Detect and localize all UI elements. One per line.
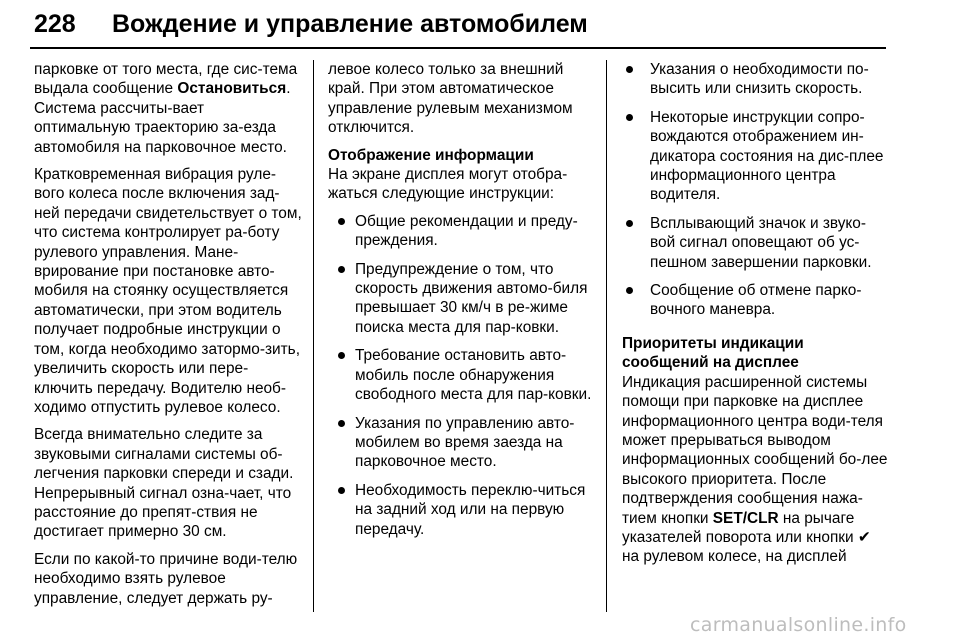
- column-1: [34, 60, 304, 616]
- bullet-icon: [338, 487, 345, 494]
- bullet-icon: [338, 420, 345, 427]
- list-item-text: Некоторые инструкции сопро-вождаются отображением ин-дикатора состояния на дис-плее информационного центра водителя.: [650, 108, 884, 204]
- checkmark-icon: ✔: [857, 528, 871, 546]
- list-item-text: Необходимость переклю-читься на задний ход или на первую передачу.: [355, 481, 586, 538]
- bullet-icon: [338, 266, 345, 273]
- set-clr-button-label: SET/CLR: [712, 509, 779, 527]
- bullet-icon: [626, 114, 633, 121]
- paragraph-priorities: [622, 373, 890, 567]
- list-item-text: Указания по управлению авто-мобилем во время заезда на парковочное место.: [355, 414, 575, 471]
- paragraph-parking-start: [34, 60, 304, 157]
- column-divider-1: [313, 60, 314, 612]
- text-span: на рулевом колесе, на дисплей: [622, 548, 847, 566]
- column-divider-2: [606, 60, 607, 612]
- page-title: Вождение и управление автомобилем: [112, 10, 588, 38]
- bullet-icon: [626, 287, 633, 294]
- instruction-list-continued: [622, 60, 890, 320]
- bullet-icon: [338, 218, 345, 225]
- list-item-text: Общие рекомендации и преду-преждения.: [355, 212, 578, 250]
- list-item: [328, 260, 596, 338]
- header-divider: [30, 47, 886, 49]
- list-item: [622, 108, 890, 205]
- section-heading-display-info: Отображение информации: [328, 146, 534, 164]
- bullet-icon: [626, 220, 633, 227]
- bullet-icon: [626, 66, 633, 73]
- list-item: [622, 214, 890, 272]
- paragraph-vibration: Кратковременная вибрация руле-вого колеса после включения зад-ней передачи свидетельствует о том, что система контролирует ра-боту рулевого управления. Мане-врирование при постановке авто-мобиля на стоянку осуществляется автоматически, при этом водитель получает подробные инструкции о том, когда необходимо затормо-зить, увеличить скорость или пере-ключить передачу. Водителю необ-ходимо отпустить рулевое колесо.: [34, 166, 302, 416]
- column-3: [622, 60, 890, 575]
- text-span: на рычаге указателей поворота или кнопки: [622, 509, 858, 546]
- page-header: [0, 0, 960, 58]
- list-item: [328, 414, 596, 472]
- watermark: carmanualsonline.info: [690, 614, 907, 636]
- paragraph-display-intro: На экране дисплея могут отобра-жаться следующие инструкции:: [328, 166, 568, 203]
- page-number: 228: [34, 10, 76, 38]
- list-item: [328, 346, 596, 404]
- section-heading-priorities: Приоритеты индикации сообщений на дисплее: [622, 334, 804, 372]
- stop-message-label: Остановиться: [177, 80, 287, 98]
- text-span: парковке от того места, где сис-тема выдала сообщение: [34, 61, 298, 98]
- text-span: . Система рассчиты-вает оптимальную траекторию за-езда автомобиля на парковочное место.: [34, 80, 291, 156]
- bullet-icon: [338, 352, 345, 359]
- list-item: [328, 481, 596, 539]
- list-item-text: Требование остановить авто-мобиль после обнаружения свободного места для пар-ковки.: [355, 347, 592, 404]
- list-item-text: Сообщение об отмене парко-вочного маневра.: [650, 282, 862, 319]
- instruction-list: [328, 212, 596, 539]
- list-item: [622, 281, 890, 320]
- list-item-text: Всплывающий значок и звуко-вой сигнал оповещают об ус-пешном завершении парковки.: [650, 214, 872, 271]
- list-item: [622, 60, 890, 99]
- list-item: [328, 212, 596, 251]
- paragraph-sound-signals: Всегда внимательно следите за звуковыми сигналами системы об-легчения парковки спереди и сзади. Непрерывный сигнал озна-чает, что расстояние до препят-ствия не достигает примерно 30 см.: [34, 426, 294, 541]
- list-item-text: Указания о необходимости по-высить или снизить скорость.: [650, 61, 869, 98]
- paragraph-take-control: Если по какой-то причине води-телю необходимо взять рулевое управление, следует держать ру-: [34, 550, 298, 607]
- column-2: [328, 60, 596, 548]
- paragraph-steering-edge: левое колесо только за внешний край. При этом автоматическое управление рулевым механизмом отключится.: [328, 61, 573, 137]
- text-span: Индикация расширенной системы помощи при парковке на дисплее информационного центра води-теля может прерываться выводом информационных сообщений бо-лее высокого приоритета. После подтверждения сообщения нажа-тием кнопки: [622, 373, 888, 527]
- list-item-text: Предупреждение о том, что скорость движения автомо-биля превышает 30 км/ч в ре-жиме поиска места для пар-ковки.: [355, 260, 588, 336]
